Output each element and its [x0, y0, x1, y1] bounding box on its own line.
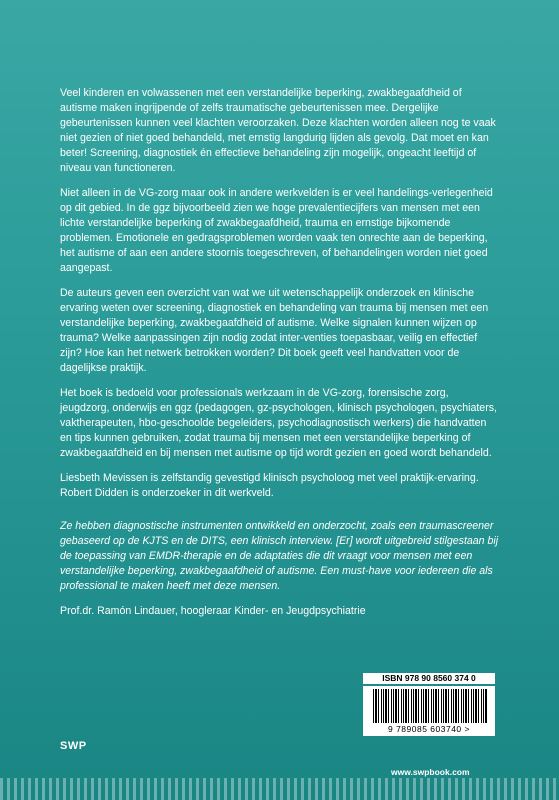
- isbn-label: ISBN 978 90 8560 374 0: [363, 673, 495, 684]
- endorsement-quote: Ze hebben diagnostische instrumenten ontwikkeld en onderzocht, zoals een traumascreener gebaseerd op de KJTS en de DITS, een klinisch interview. [Er] wordt uitgebreid stilgestaan bij de toepassing van EMDR-therapie en de adaptaties die dit vraagt voor mensen met een verstandelijke beperking, zwakbegaafdheid of autisme. Een must-have voor iedereen die als professional te maken heeft met deze mensen.: [60, 520, 499, 592]
- blurb: [60, 86, 500, 629]
- bottom-stripe-pattern: [0, 778, 559, 800]
- blurb-paragraph-1: Veel kinderen en volwassenen met een verstandelijke beperking, zwakbegaafdheid of autisme maken ingrijpende of zelfs traumatische gebeurtenissen mee. Dergelijke gebeurtenissen kunnen veel klachten veroorzaken. Deze klachten worden alleen nog te vaak niet gezien of niet goed behandeld, met ernstig langdurig lijden als gevolg. Dat moet en kan beter! Screening, diagnostiek én effectieve behandeling zijn mogelijk, ongeacht leeftijd of niveau van functioneren.: [60, 87, 496, 174]
- barcode-digits: 9 789085 603740 >: [387, 724, 470, 734]
- blurb-paragraph-4: Het boek is bedoeld voor professionals werkzaam in de VG-zorg, forensische zorg, jeugdzorg, onderwijs en ggz (pedagogen, gz-psychologen, klinisch psychologen, psychiaters, vaktherapeuten, hbo-geschoolde begeleiders, psychodiagnostisch werkers) die handvatten en tips kunnen gebruiken, zodat trauma bij mensen met een verstandelijke beperking of zwakbegaafdheid en bij mensen met autisme op tijd wordt gezien en goed wordt behandeld.: [60, 387, 497, 459]
- barcode-bars: [373, 689, 487, 723]
- barcode: [363, 686, 495, 736]
- publisher-logo: SWP: [60, 740, 87, 752]
- publisher-website: www.swpbook.com: [391, 767, 470, 777]
- author-bio: Liesbeth Mevissen is zelfstandig gevestigd klinisch psycholoog met veel praktijk-ervaring. Robert Didden is onderzoeker in dit werkveld.: [60, 472, 479, 499]
- endorsement-author: Prof.dr. Ramón Lindauer, hoogleraar Kinder- en Jeugdpsychiatrie: [60, 605, 366, 617]
- isbn-block: [363, 673, 495, 736]
- blurb-paragraph-3: De auteurs geven een overzicht van wat we uit wetenschappelijk onderzoek en klinische ervaring weten over screening, diagnostiek en behandeling van trauma bij mensen met een verstandelijke beperking, zwakbegaafdheid of autisme. Welke signalen kunnen wijzen op trauma? Welke aanpassingen zijn nodig zodat inter-venties toepasbaar, veilig en effectief zijn? Hoe kan het netwerk betrokken worden? Dit boek geeft veel handvatten voor de dagelijkse praktijk.: [60, 287, 489, 374]
- blurb-paragraph-2: Niet alleen in de VG-zorg maar ook in andere werkvelden is er veel handelings-verlegenheid op dit gebied. In de ggz bijvoorbeeld zien we hoge prevalentiecijfers van mensen met een lichte verstandelijke beperking of zwakbegaafdheid, trauma en ernstige bijkomende problemen. Emotionele en gedragsproblemen worden vaak ten onrechte aan de beperking, het autisme of aan een andere stoornis toegeschreven, of behandelingen worden niet goed aangepast.: [60, 187, 493, 274]
